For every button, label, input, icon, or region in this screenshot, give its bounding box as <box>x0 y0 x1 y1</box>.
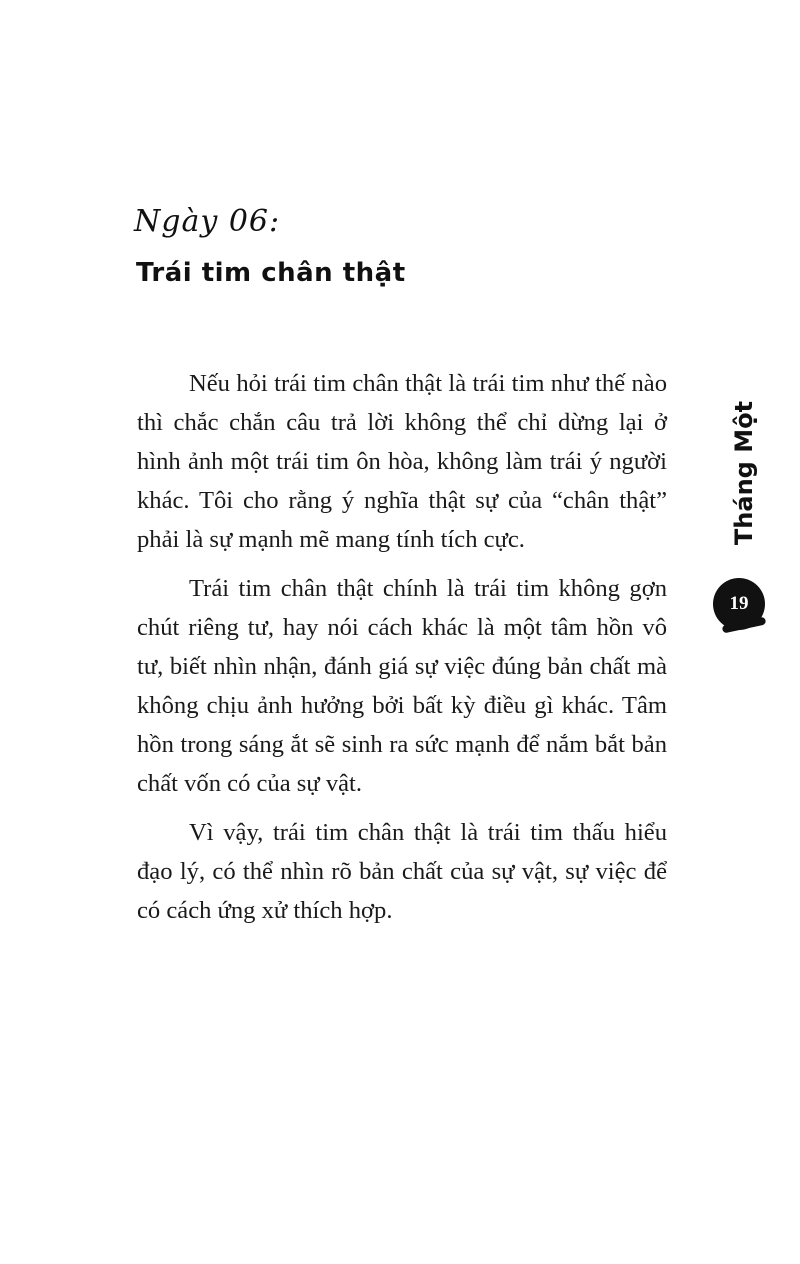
paragraph-2: Trái tim chân thật chính là trái tim không gợn chút riêng tư, hay nói cách khác là một tâm hồn vô tư, biết nhìn nhận, đánh giá sự việc đúng bản chất mà không chịu ảnh hưởng bởi bất kỳ điều gì khác. Tâm hồn trong sáng ắt sẽ sinh ra sức mạnh để nắm bắt bản chất vốn có của sự vật. <box>137 575 667 797</box>
chapter-title: Trái tim chân thật <box>136 258 406 288</box>
paragraph-3: Vì vậy, trái tim chân thật là trái tim thấu hiểu đạo lý, có thể nhìn rõ bản chất của sự vật, sự việc để có cách ứng xử thích hợp. <box>137 819 667 924</box>
page-number-badge <box>713 578 765 630</box>
month-side-title <box>725 400 763 545</box>
day-label: Ngày 06: <box>134 204 281 239</box>
paragraph-1: Nếu hỏi trái tim chân thật là trái tim như thế nào thì chắc chắn câu trả lời không thể chỉ dừng lại ở hình ảnh một trái tim ôn hòa, không làm trái ý người khác. Tôi cho rằng ý nghĩa thật sự của “chân thật” phải là sự mạnh mẽ mang tính tích cực. <box>137 370 667 553</box>
body-text <box>137 364 667 940</box>
page-number: 19 <box>729 593 749 614</box>
month-side-title-text: Tháng Một <box>730 400 758 545</box>
